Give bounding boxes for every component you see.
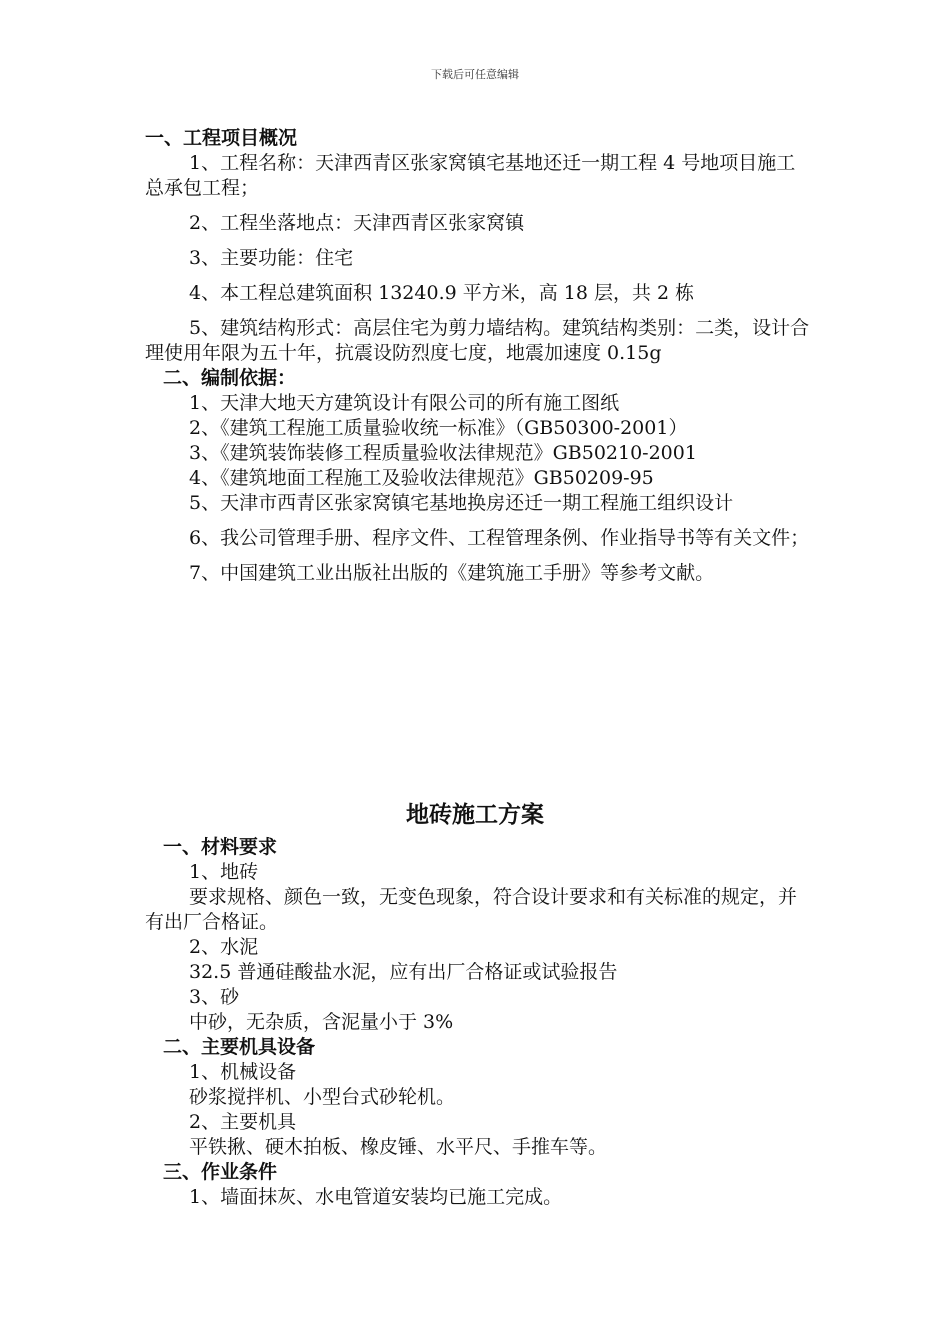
paragraph: 3、主要功能：住宅	[189, 247, 354, 269]
section-heading: 二、编制依据：	[163, 367, 297, 389]
paragraph: 1、墙面抹灰、水电管道安装均已施工完成。	[189, 1186, 563, 1208]
document-title: 地砖施工方案	[406, 801, 544, 828]
section-project-overview	[145, 126, 813, 586]
section-heading: 三、作业条件	[163, 1161, 278, 1183]
paragraph: 2、《建筑工程施工质量验收统一标准》（GB50300-2001）	[189, 417, 688, 439]
paragraph: 5、建筑结构形式：高层住宅为剪力墙结构。建筑结构类别：二类，设计合理使用年限为五十年，抗震设防烈度七度，地震加速度 0.15g	[145, 317, 810, 364]
paragraph: 中砂，无杂质，含泥量小于 3%	[189, 1011, 454, 1033]
paragraph: 要求规格、颜色一致，无变色现象，符合设计要求和有关标准的规定，并有出厂合格证。	[145, 886, 798, 933]
paragraph: 4、《建筑地面工程施工及验收法律规范》GB50209-95	[189, 467, 654, 489]
paragraph: 平铁揪、硬木拍板、橡皮锤、水平尺、手推车等。	[189, 1136, 608, 1158]
paragraph: 砂浆搅拌机、小型台式砂轮机。	[189, 1086, 456, 1108]
page-header: 下载后可任意编辑	[431, 68, 519, 81]
paragraph: 3、《建筑装饰装修工程质量验收法律规范》GB50210-2001	[189, 442, 697, 464]
paragraph: 2、工程坐落地点：天津西青区张家窝镇	[189, 212, 525, 234]
paragraph: 32.5 普通硅酸盐水泥，应有出厂合格证或试验报告	[189, 961, 618, 983]
item-label: 2、主要机具	[189, 1111, 297, 1133]
paragraph: 1、工程名称：天津西青区张家窝镇宅基地还迁一期工程 4 号地项目施工总承包工程；	[145, 152, 796, 199]
item-label: 1、机械设备	[189, 1061, 297, 1083]
paragraph: 6、我公司管理手册、程序文件、工程管理条例、作业指导书等有关文件；	[189, 527, 810, 549]
section-heading: 一、材料要求	[163, 836, 278, 858]
item-label: 3、砂	[189, 986, 240, 1008]
section-heading: 一、工程项目概况	[145, 127, 298, 149]
section-heading: 二、主要机具设备	[163, 1036, 316, 1058]
section-materials	[145, 835, 813, 1210]
paragraph: 7、中国建筑工业出版社出版的《建筑施工手册》等参考文献。	[189, 562, 715, 584]
item-label: 2、水泥	[189, 936, 259, 958]
paragraph: 1、天津大地天方建筑设计有限公司的所有施工图纸	[189, 392, 620, 414]
paragraph: 5、天津市西青区张家窝镇宅基地换房还迁一期工程施工组织设计	[189, 492, 734, 514]
paragraph: 4、本工程总建筑面积 13240.9 平方米，高 18 层，共 2 栋	[189, 282, 695, 304]
item-label: 1、地砖	[189, 861, 259, 883]
